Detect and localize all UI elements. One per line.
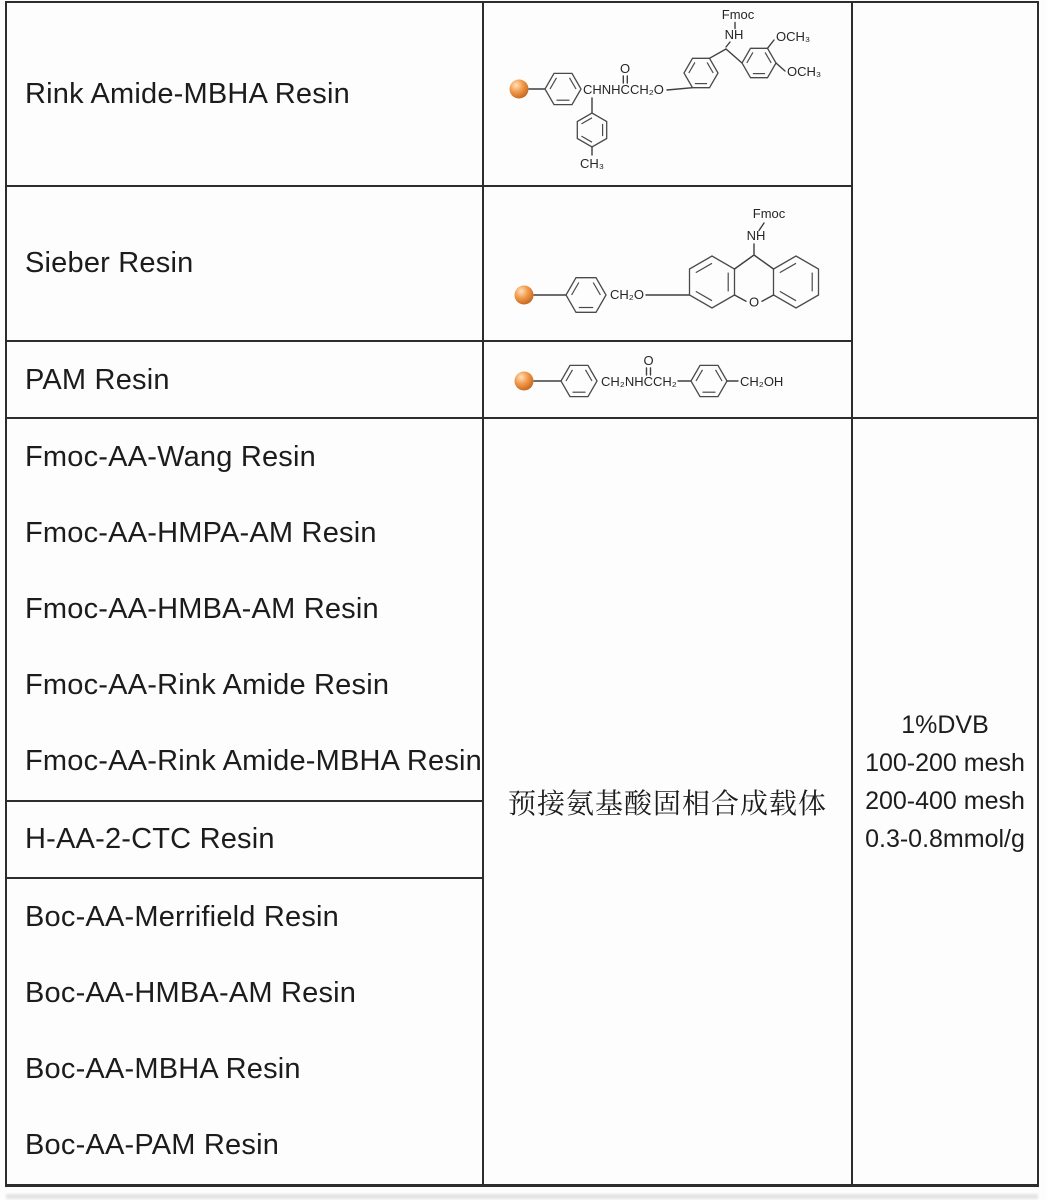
fmoc-label: Fmoc <box>752 206 786 221</box>
resin-name-sieber: Sieber Resin <box>25 247 194 279</box>
preloaded-description-cell <box>484 419 851 1184</box>
table-border-bottom <box>5 1184 1039 1187</box>
spec-mesh-200-400: 200-400 mesh <box>865 786 1025 815</box>
specs-cell <box>853 419 1037 1184</box>
pam-structure <box>486 343 852 417</box>
scan-artifact <box>6 1194 1038 1199</box>
linker-formula: CH₂NHCCH₂ <box>601 374 677 389</box>
grid-line-row2 <box>5 340 853 342</box>
preloaded-description-text: 预接氨基酸固相合成载体 <box>507 787 827 819</box>
resin-name-boc-aa-hmba-am: Boc-AA-HMBA-AM Resin <box>25 976 357 1009</box>
carbonyl-oxygen-label: O <box>619 61 631 76</box>
spec-mesh-100-200: 100-200 mesh <box>865 748 1025 777</box>
resin-name-fmoc-aa-rink-amide-mbha: Fmoc-AA-Rink Amide-MBHA Resin <box>25 745 483 778</box>
resin-bead-icon <box>515 372 534 391</box>
nh-label: NH <box>724 27 744 42</box>
methoxy-label-right: OCH₃ <box>787 64 822 79</box>
benzene-ring <box>545 73 581 104</box>
table-border-right <box>1037 1 1039 1186</box>
resin-name-fmoc-aa-hmpa-am: Fmoc-AA-HMPA-AM Resin <box>25 516 377 549</box>
resin-name-fmoc-aa-wang: Fmoc-AA-Wang Resin <box>25 440 316 473</box>
carbonyl-oxygen-label: O <box>643 353 654 368</box>
dimethoxyphenyl-ring <box>742 48 776 77</box>
resin-bead-icon <box>510 80 529 99</box>
ch2o-label: CH₂O <box>610 287 644 302</box>
methoxy-label-top: OCH₃ <box>776 29 811 44</box>
nh-label: NH <box>746 228 766 243</box>
tolyl-ring <box>577 113 606 147</box>
benzene-ring <box>684 58 718 87</box>
resin-name-fmoc-aa-hmba-am: Fmoc-AA-HMBA-AM Resin <box>25 592 379 625</box>
benzene-ring <box>566 278 606 313</box>
benzene-ring <box>561 365 597 396</box>
resin-name-pam: PAM Resin <box>25 363 170 396</box>
pyran-oxygen-label: O <box>748 294 760 310</box>
spec-loading: 0.3-0.8mmol/g <box>865 824 1025 853</box>
xanthene-left-ring <box>690 256 735 308</box>
resin-name-rink-amide-mbha: Rink Amide-MBHA Resin <box>25 77 350 110</box>
fmoc-label: Fmoc <box>721 7 755 22</box>
resin-name-boc-aa-mbha: Boc-AA-MBHA Resin <box>25 1053 301 1086</box>
linker-formula: CHNHCCH₂O <box>583 82 664 97</box>
xanthene-right-ring <box>774 256 819 308</box>
resin-bead-icon <box>515 286 534 305</box>
resin-name-boc-aa-merrifield: Boc-AA-Merrifield Resin <box>25 900 340 933</box>
benzene-ring <box>691 365 727 396</box>
rink-amide-mbha-structure <box>486 3 852 184</box>
spec-dvb: 1%DVB <box>901 710 989 739</box>
resin-name-h-aa-2-ctc: H-AA-2-CTC Resin <box>25 823 275 855</box>
resin-name-fmoc-aa-rink-amide: Fmoc-AA-Rink Amide Resin <box>25 669 390 702</box>
methyl-label: CH₃ <box>579 156 605 171</box>
resin-name-boc-aa-pam: Boc-AA-PAM Resin <box>25 1129 280 1162</box>
sieber-structure <box>486 187 852 340</box>
ch2oh-label: CH₂OH <box>740 374 784 389</box>
